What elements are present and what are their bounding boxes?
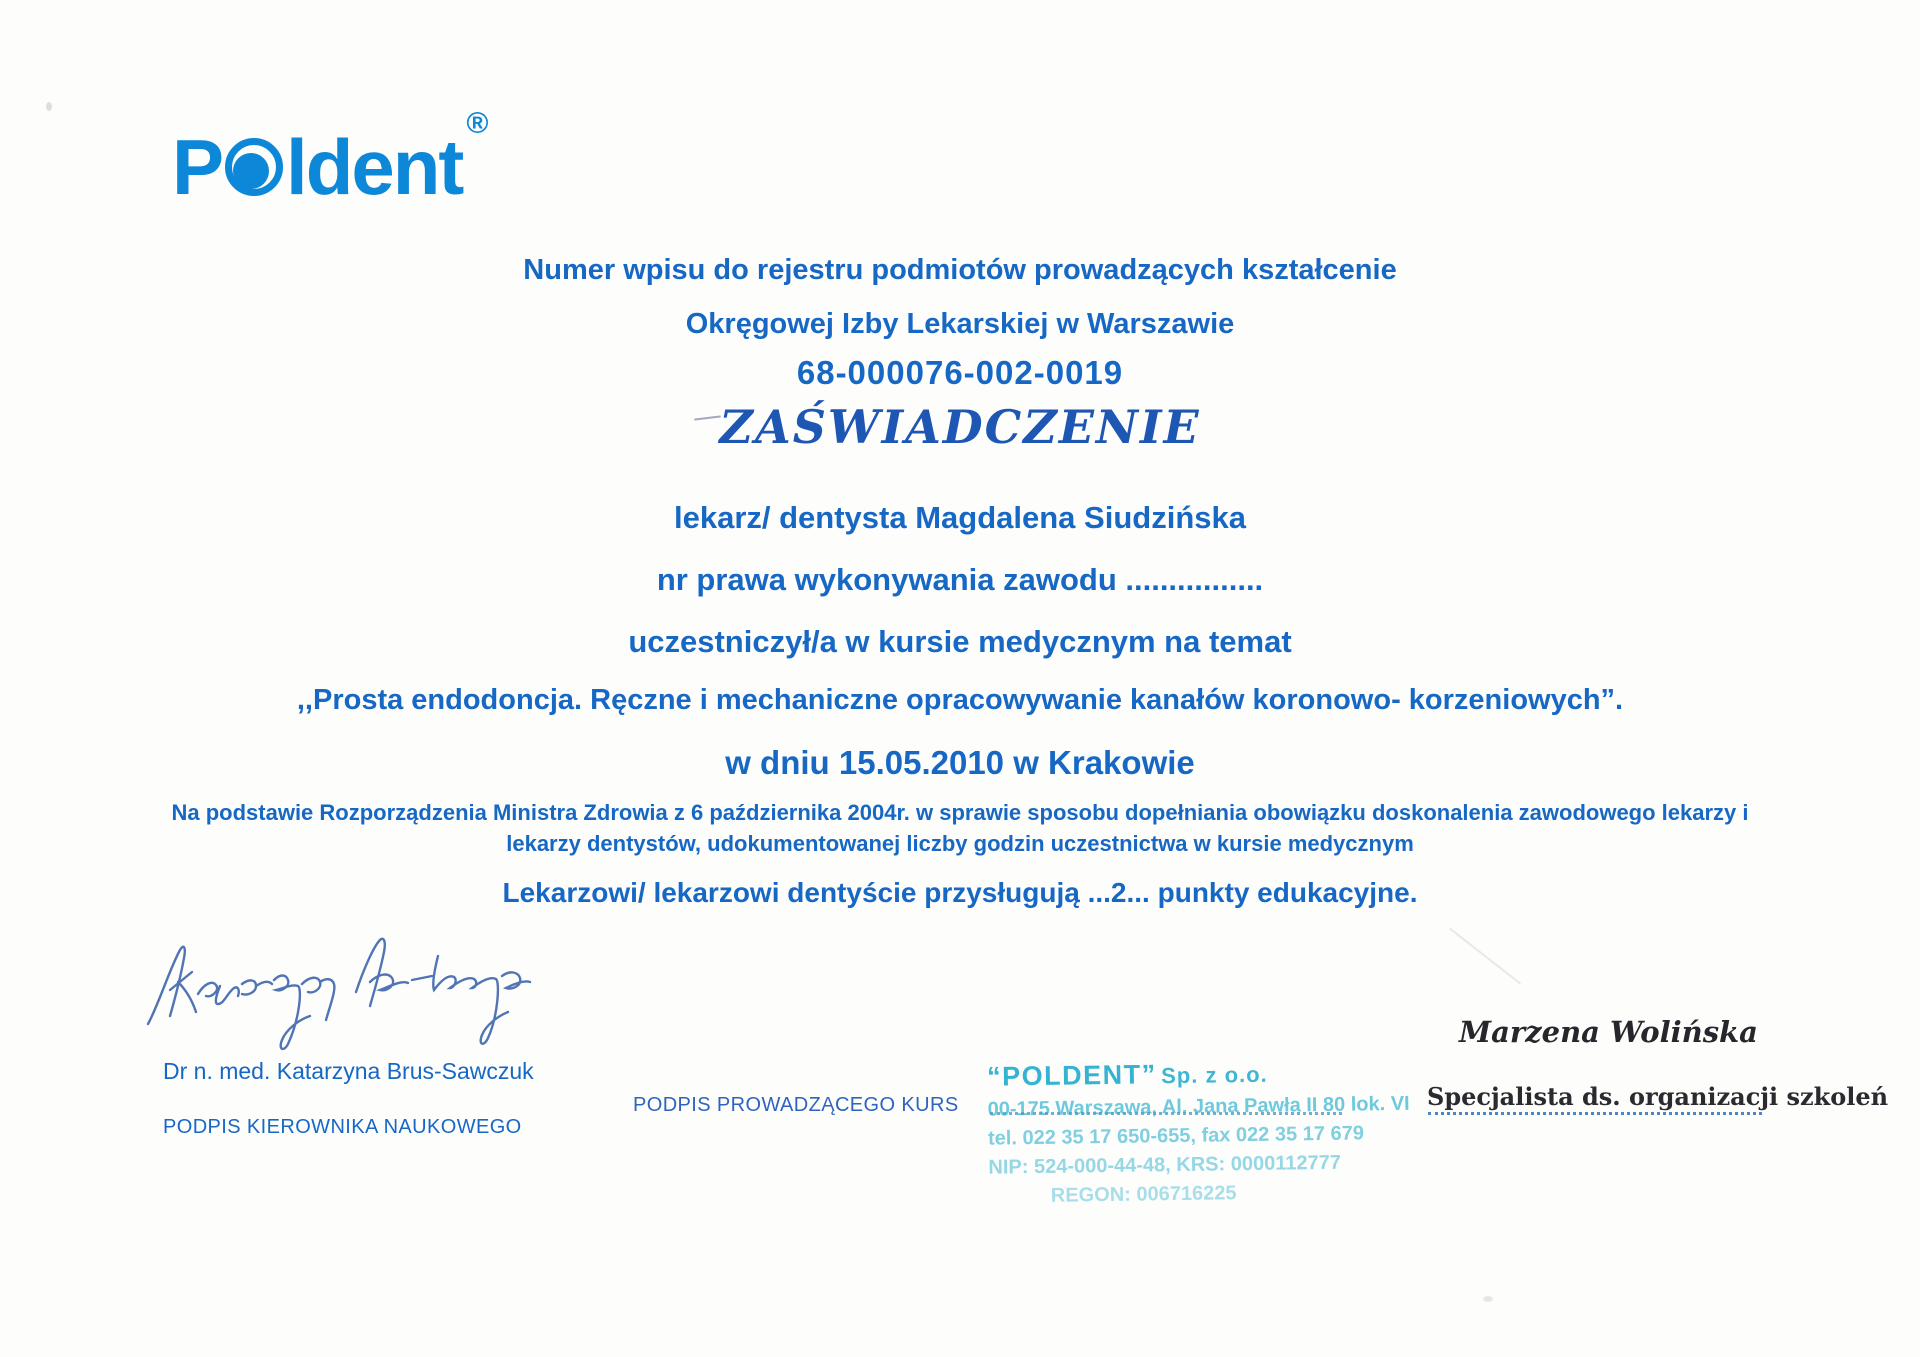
registry-intro-line2: Okręgowej Izby Lekarskiej w Warszawie xyxy=(685,308,1235,340)
certificate-title: ZAŚWIADCZENIE xyxy=(719,400,1201,454)
participation-line: uczestniczył/a w kursie medycznym na temat xyxy=(628,624,1292,659)
license-number-line: nr prawa wykonywania zawodu ................ xyxy=(656,562,1264,597)
logo-letter-p: P xyxy=(172,123,223,211)
scan-speck xyxy=(1483,1296,1493,1302)
registered-trademark-icon: ® xyxy=(466,107,489,140)
registry-number: 68-000076-002-0019 xyxy=(796,354,1124,391)
organizer-role: Specjalista ds. organizacji szkoleń xyxy=(1427,1082,1889,1111)
course-leader-role: PODPIS PROWADZĄCEGO KURS xyxy=(633,1094,959,1116)
company-stamp xyxy=(986,1057,1410,1211)
doctor-name-line: lekarz/ dentysta Magdalena Siudzińska xyxy=(674,500,1246,535)
handwritten-signature xyxy=(140,928,540,1060)
scientific-head-role: PODPIS KIEROWNIKA NAUKOWEGO xyxy=(163,1116,522,1138)
organizer-name: Marzena Wolińska xyxy=(1459,1015,1758,1049)
poldent-ball-icon xyxy=(233,153,269,189)
legal-basis-line1: Na podstawie Rozporządzenia Ministra Zdrowia z 6 października 2004r. w sprawie sposobu dopełniania obowiązku doskonalenia zawodowego lekarzy i xyxy=(171,800,1749,825)
signature-ink-icon xyxy=(140,928,540,1060)
stamp-regon: REGON: 006716225 xyxy=(1050,1182,1237,1207)
paper-fold-shadow xyxy=(1449,928,1521,985)
scientific-head-name: Dr n. med. Katarzyna Brus-Sawczuk xyxy=(163,1058,534,1084)
registry-intro-line1: Numer wpisu do rejestru podmiotów prowadzących kształcenie xyxy=(523,254,1397,286)
stamp-company-name: “POLDENT” Sp. z o.o. xyxy=(986,1059,1268,1092)
legal-basis-line2: lekarzy dentystów, udokumentowanej liczby godzin uczestnictwa w kursie medycznym xyxy=(506,831,1414,856)
course-leader-dotted-line xyxy=(990,1112,1342,1115)
poldent-circle-icon xyxy=(225,138,283,196)
course-title-line: ,,Prosta endodoncja. Ręczne i mechaniczne opracowywanie kanałów koronowo- korzeniowych”. xyxy=(296,684,1624,716)
course-date-line: w dniu 15.05.2010 w Krakowie xyxy=(725,744,1195,781)
poldent-logo xyxy=(172,107,489,211)
organizer-dotted-line xyxy=(1428,1112,1762,1115)
stamp-address: 00-175 Warszawa, Al. Jana Pawła II 80 lok. VI xyxy=(987,1092,1410,1121)
education-points-line: Lekarzowi/ lekarzowi dentyście przysługują ...2... punkty edukacyjne. xyxy=(502,877,1418,908)
scan-speck xyxy=(46,102,52,111)
stamp-phone: tel. 022 35 17 650-655, fax 022 35 17 679 xyxy=(987,1122,1365,1150)
stamp-tax-ids: NIP: 524-000-44-48, KRS: 0000112777 xyxy=(988,1151,1342,1179)
logo-letters: ldent xyxy=(286,123,463,211)
